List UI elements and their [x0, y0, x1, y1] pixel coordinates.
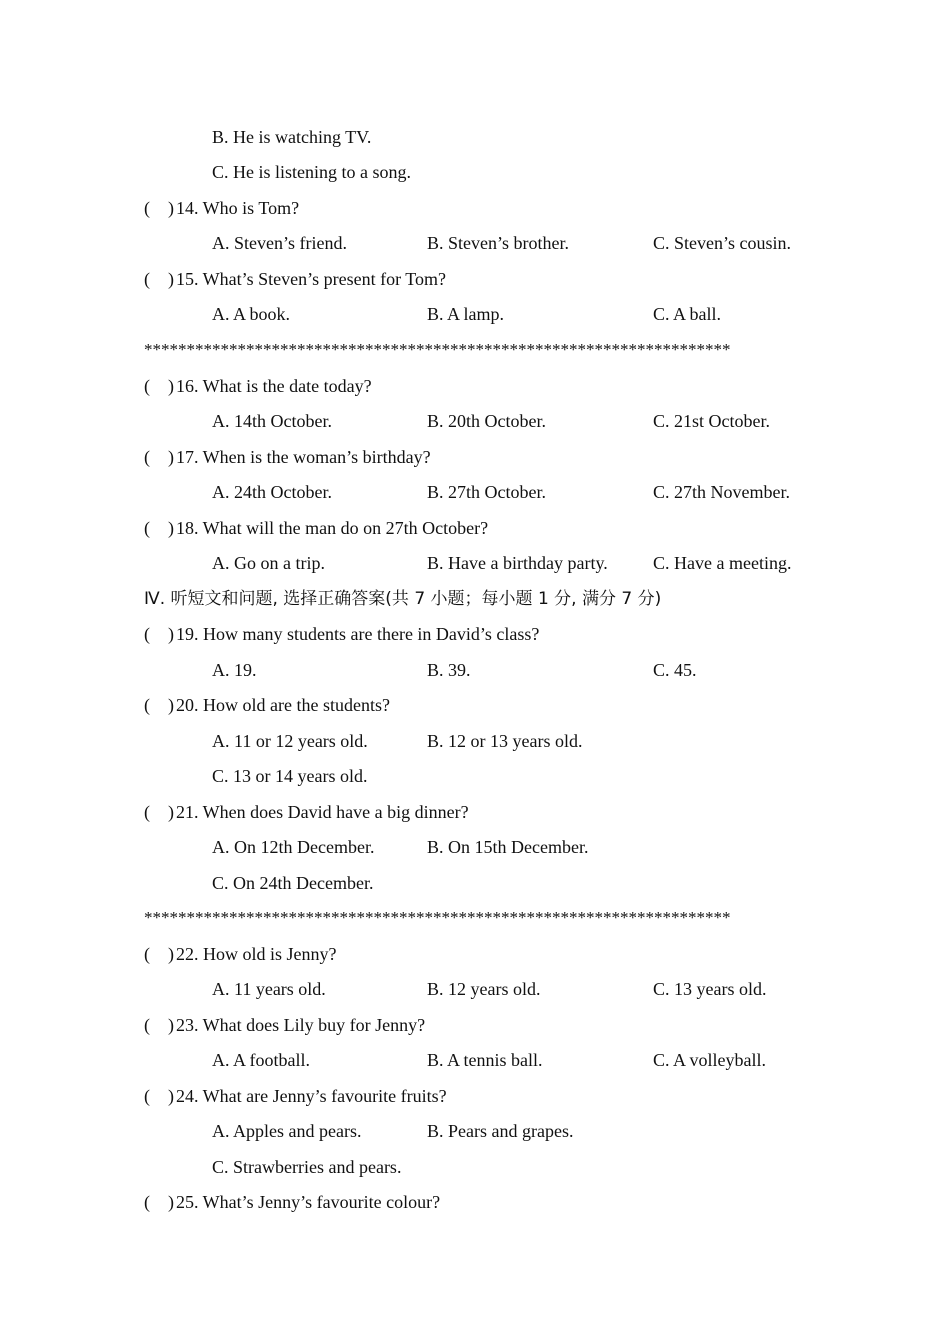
question-text: 17. When is the woman’s birthday?	[176, 447, 431, 467]
answer-blank[interactable]: ( )	[144, 1015, 174, 1035]
question-14	[144, 197, 299, 219]
q21-option-c: C. On 24th December.	[212, 873, 374, 893]
q22-option-b: B. 12 years old.	[427, 979, 541, 999]
answer-blank[interactable]: ( )	[144, 624, 174, 644]
question-text: 16. What is the date today?	[176, 376, 372, 396]
q17-option-b: B. 27th October.	[427, 482, 546, 502]
question-text: 22. How old is Jenny?	[176, 944, 337, 964]
q13-option-c: C. He is listening to a song.	[212, 162, 411, 182]
separator-line: *********************************************************************	[144, 908, 731, 927]
section-heading: Ⅳ. 听短文和问题, 选择正确答案(共 7 小题；每小题 1 分, 满分 7 分)	[144, 589, 662, 609]
question-text: 20. How old are the students?	[176, 695, 390, 715]
question-text: 15. What’s Steven’s present for Tom?	[176, 269, 447, 289]
q16-option-a: A. 14th October.	[212, 411, 332, 431]
question-text: 19. How many students are there in David’s class?	[176, 624, 540, 644]
answer-blank[interactable]: ( )	[144, 376, 174, 396]
question-text: 14. Who is Tom?	[176, 198, 300, 218]
question-20	[144, 694, 390, 716]
answer-blank[interactable]: ( )	[144, 518, 174, 538]
q19-option-b: B. 39.	[427, 660, 471, 680]
question-25	[144, 1191, 440, 1213]
answer-blank[interactable]: ( )	[144, 695, 174, 715]
question-21	[144, 801, 469, 823]
q23-option-c: C. A volleyball.	[653, 1050, 767, 1070]
question-18	[144, 517, 488, 539]
answer-blank[interactable]: ( )	[144, 1192, 174, 1212]
q24-option-b: B. Pears and grapes.	[427, 1121, 574, 1141]
q23-option-b: B. A tennis ball.	[427, 1050, 543, 1070]
question-15	[144, 268, 446, 290]
q16-option-b: B. 20th October.	[427, 411, 546, 431]
question-16	[144, 375, 372, 397]
answer-blank[interactable]: ( )	[144, 944, 174, 964]
answer-blank[interactable]: ( )	[144, 802, 174, 822]
q18-option-b: B. Have a birthday party.	[427, 553, 608, 573]
q13-option-b: B. He is watching TV.	[212, 127, 372, 147]
q15-option-c: C. A ball.	[653, 304, 722, 324]
question-22	[144, 943, 337, 965]
q17-option-c: C. 27th November.	[653, 482, 790, 502]
answer-blank[interactable]: ( )	[144, 198, 174, 218]
q18-option-c: C. Have a meeting.	[653, 553, 792, 573]
separator-line: *********************************************************************	[144, 340, 731, 359]
q20-option-c: C. 13 or 14 years old.	[212, 766, 368, 786]
question-17	[144, 446, 431, 468]
q14-option-a: A. Steven’s friend.	[212, 233, 347, 253]
q21-option-a: A. On 12th December.	[212, 837, 375, 857]
q23-option-a: A. A football.	[212, 1050, 310, 1070]
q17-option-a: A. 24th October.	[212, 482, 332, 502]
q20-option-a: A. 11 or 12 years old.	[212, 731, 368, 751]
q15-option-a: A. A book.	[212, 304, 291, 324]
question-text: 21. When does David have a big dinner?	[176, 802, 469, 822]
answer-blank[interactable]: ( )	[144, 447, 174, 467]
q19-option-a: A. 19.	[212, 660, 257, 680]
q21-option-b: B. On 15th December.	[427, 837, 589, 857]
q15-option-b: B. A lamp.	[427, 304, 505, 324]
question-text: 24. What are Jenny’s favourite fruits?	[176, 1086, 447, 1106]
q18-option-a: A. Go on a trip.	[212, 553, 325, 573]
answer-blank[interactable]: ( )	[144, 1086, 174, 1106]
question-text: 23. What does Lily buy for Jenny?	[176, 1015, 426, 1035]
q16-option-c: C. 21st October.	[653, 411, 770, 431]
q14-option-c: C. Steven’s cousin.	[653, 233, 791, 253]
q22-option-a: A. 11 years old.	[212, 979, 326, 999]
q19-option-c: C. 45.	[653, 660, 697, 680]
q20-option-b: B. 12 or 13 years old.	[427, 731, 583, 751]
q24-option-c: C. Strawberries and pears.	[212, 1157, 402, 1177]
question-text: 18. What will the man do on 27th October?	[176, 518, 489, 538]
question-24	[144, 1085, 447, 1107]
question-19	[144, 623, 539, 645]
q22-option-c: C. 13 years old.	[653, 979, 767, 999]
q14-option-b: B. Steven’s brother.	[427, 233, 569, 253]
answer-blank[interactable]: ( )	[144, 269, 174, 289]
q24-option-a: A. Apples and pears.	[212, 1121, 362, 1141]
question-text: 25. What’s Jenny’s favourite colour?	[176, 1192, 441, 1212]
question-23	[144, 1014, 425, 1036]
